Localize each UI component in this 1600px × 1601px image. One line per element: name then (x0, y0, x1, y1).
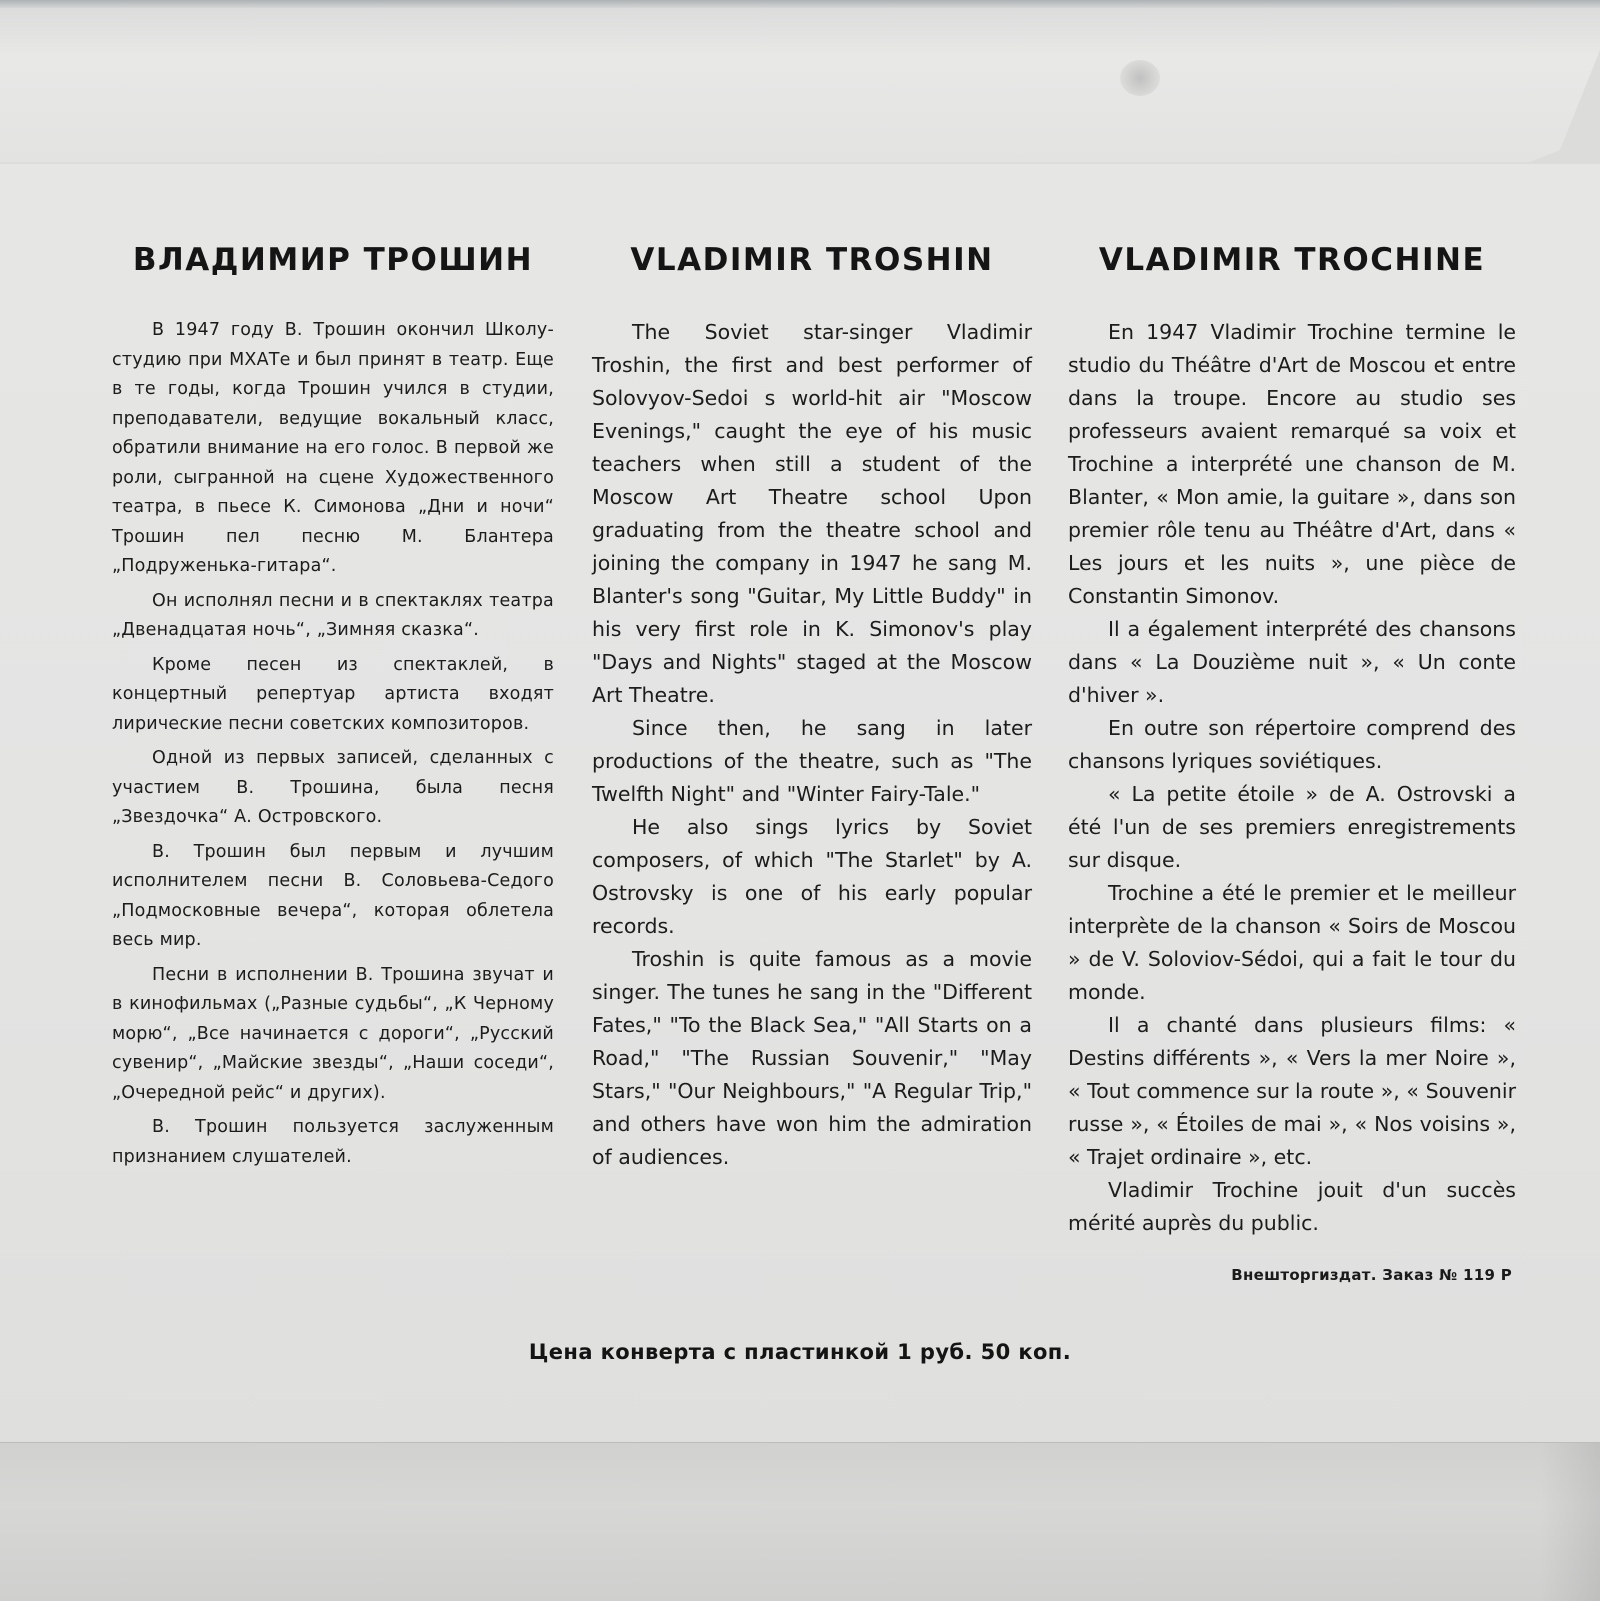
russian-paragraph: Кроме песен из спектаклей, в концертный репертуар артиста входят лирические песни советских композиторов. (112, 654, 554, 734)
french-paragraph: Vladimir Trochine jouit d'un succès mérité auprès du public. (1068, 1178, 1516, 1235)
english-paragraph: Since then, he sang in later productions of the theatre, such as "The Twelfth Night" and "Winter Fairy-Tale." (592, 716, 1032, 806)
english-column (592, 230, 1032, 1174)
russian-paragraph: В 1947 году В. Трошин окончил Школу-студию при МХАТе и был принят в театр. Еще в те годы, когда Трошин учился в студии, преподаватели, ведущие вокальный класс, обратили внимание на его голос. В первой же роли, сыгранной на сцене Художественного театра, в пьесе К. Симонова „Дни и ночи“ Трошин пел песню М. Блантера „Подруженька-гитара“. (112, 320, 554, 576)
english-paragraph: Troshin is quite famous as a movie singer. The tunes he sang in the "Different Fates," "To the Black Sea," "All Starts on a Road," "The Russian Souvenir," "May Stars," "Our Neighbours," "A Regular Trip," and others have won him the admiration of audiences. (592, 947, 1032, 1169)
envelope-top-edge (0, 0, 1600, 8)
price-note: Цена конверта с пластинкой 1 руб. 50 коп. (528, 1340, 1072, 1364)
english-paragraph: He also sings lyrics by Soviet composers, of which "The Starlet" by A. Ostrovsky is one of his early popular records. (592, 815, 1032, 938)
english-paragraph: The Soviet star-singer Vladimir Troshin, the first and best performer of Solovyov-Sedoi s world-hit air "Moscow Evenings," caught the eye of his music teachers when still a student of the Moscow Art Theatre school Upon graduating from the theatre school and joining the company in 1947 he sang M. Blanter's song "Guitar, My Little Buddy" in his very first role in K. Simonov's play "Days and Nights" staged at the Moscow Art Theatre. (592, 320, 1032, 707)
french-title: VLADIMIR TROCHINE (1098, 242, 1486, 278)
russian-paragraph: Он исполнял песни и в спектаклях театра „Двенадцатая ночь“, „Зимняя сказка“. (112, 590, 554, 640)
french-paragraph: En outre son répertoire comprend des chansons lyriques soviétiques. (1068, 716, 1516, 773)
russian-paragraph: В. Трошин пользуется заслуженным признанием слушателей. (112, 1117, 554, 1167)
french-paragraph: Trochine a été le premier et le meilleur interprète de la chanson « Soirs de Moscou » de V. Soloviov-Sédoi, qui a fait le tour du monde. (1068, 881, 1516, 1004)
french-paragraph: Il a également interprété des chansons dans « La Douzième nuit », « Un conte d'hiver ». (1068, 617, 1516, 707)
french-text (1068, 316, 1516, 1240)
russian-column (112, 230, 554, 1177)
envelope-top-flap (0, 0, 1600, 164)
french-column (1068, 230, 1516, 1240)
paper-stain (1120, 60, 1160, 96)
english-text (592, 316, 1032, 1174)
french-paragraph: Il a chanté dans plusieurs films: « Destins différents », « Vers la mer Noire », « Tout commence sur la route », « Souvenir russe », « Étoiles de mai », « Nos voisins », « Trajet ordinaire », etc. (1068, 1013, 1516, 1169)
publisher-order-note: Внешторгиздат. Заказ № 119 Р (1231, 1266, 1512, 1284)
english-title: VLADIMIR TROSHIN (630, 242, 994, 278)
french-paragraph: « La petite étoile » de A. Ostrovski a été l'un de ses premiers enregistrements sur disque. (1068, 782, 1516, 872)
russian-text (112, 316, 554, 1172)
russian-paragraph: В. Трошин был первым и лучшим исполнителем песни В. Соловьева-Седого „Подмосковные вечера“, которая облетела весь мир. (112, 841, 554, 950)
envelope-bottom-flap (0, 1442, 1600, 1601)
russian-paragraph: Песни в исполнении В. Трошина звучат и в кинофильмах („Разные судьбы“, „К Черному морю“, „Все начинается с дороги“, „Русский сувенир“, „Майские звезды“, „Наши соседи“, „Очередной рейс“ и других). (112, 964, 554, 1103)
russian-title: ВЛАДИМИР ТРОШИН (132, 242, 534, 278)
russian-paragraph: Одной из первых записей, сделанных с участием В. Трошина, была песня „Звездочка“ А. Островского. (112, 748, 554, 827)
french-paragraph: En 1947 Vladimir Trochine termine le studio du Théâtre d'Art de Moscou et entre dans la troupe. Encore au studio ses professeurs avaient remarqué sa voix et Trochine a interprété une chanson de M. Blanter, « Mon amie, la guitare », dans son premier rôle tenu au Théâtre d'Art, dans « Les jours et les nuits », une pièce de Constantin Simonov. (1068, 320, 1516, 608)
